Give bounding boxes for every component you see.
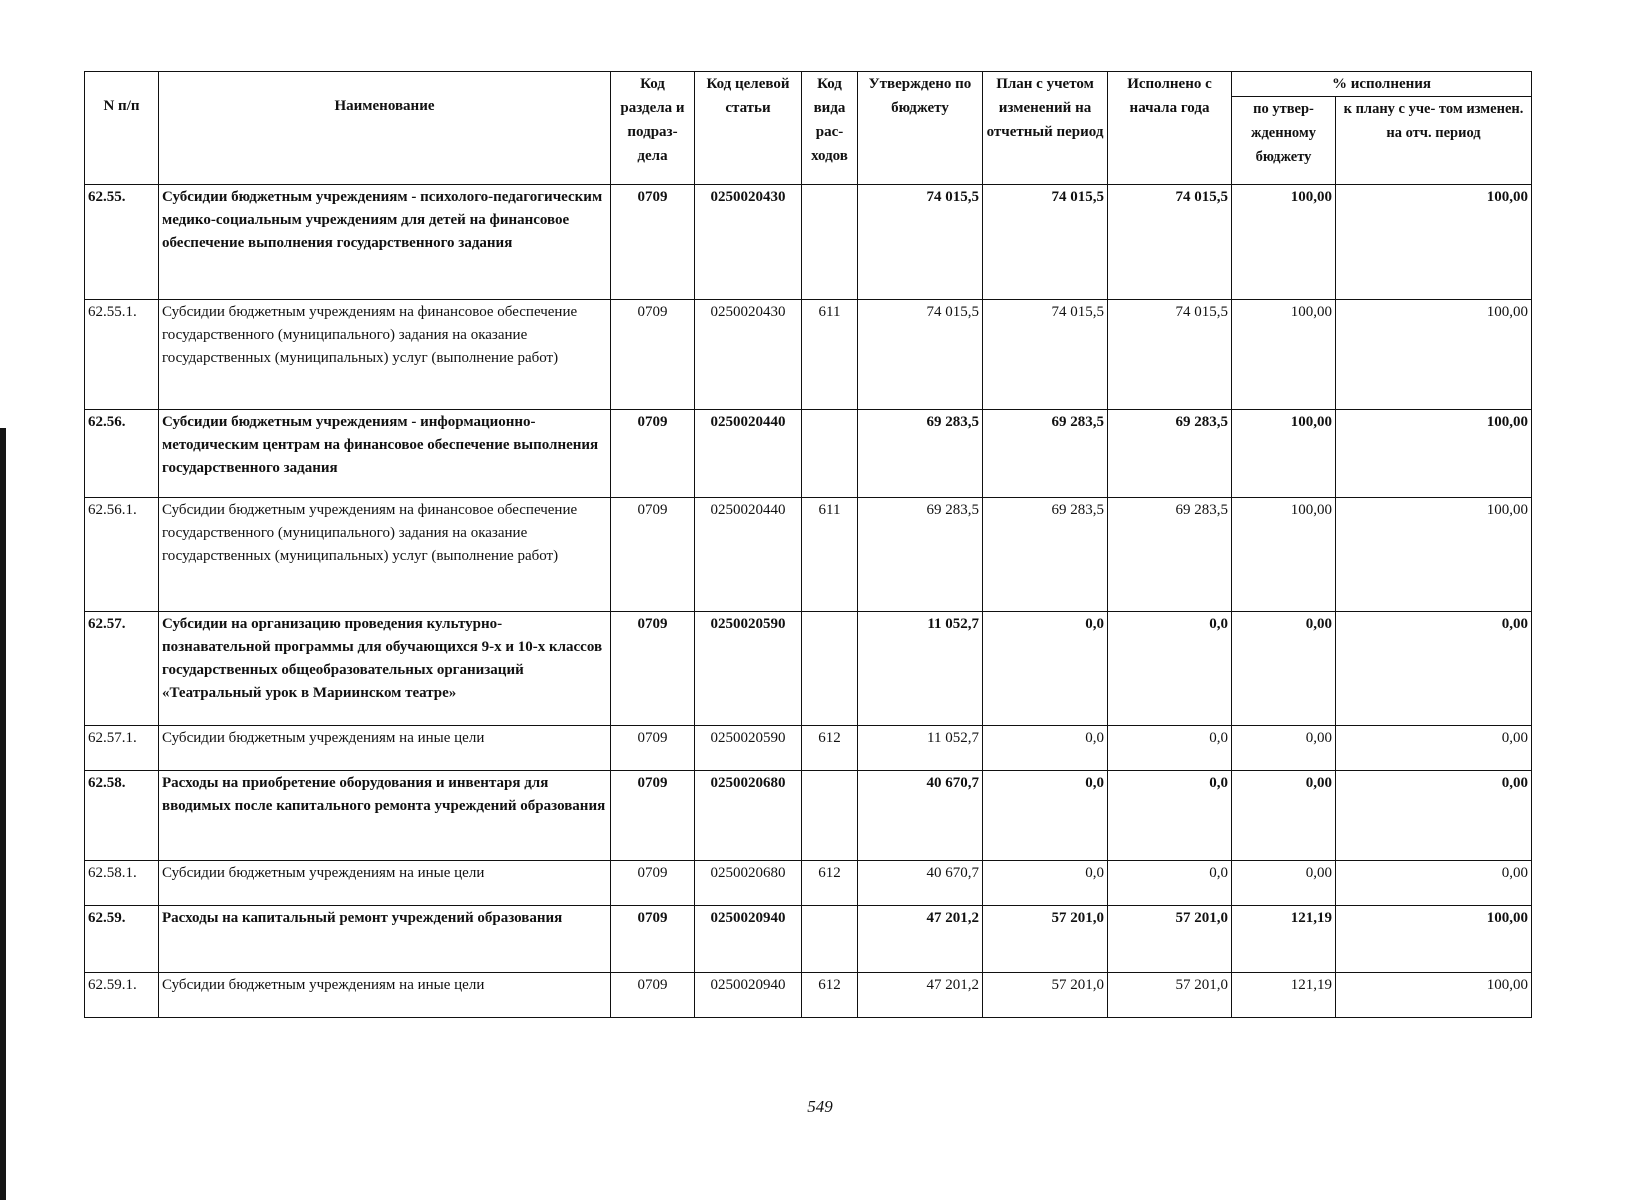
row-plan: 0,0 <box>983 771 1108 861</box>
row-section-code: 0709 <box>611 498 695 612</box>
row-name: Субсидии бюджетным учреждениям на иные цели <box>159 726 611 771</box>
row-name: Субсидии бюджетным учреждениям - информационно-методическим центрам на финансовое обеспечение выполнения государственного задания <box>159 410 611 498</box>
row-target-code: 0250020430 <box>695 300 802 410</box>
row-approved: 74 015,5 <box>858 300 983 410</box>
row-approved: 69 283,5 <box>858 498 983 612</box>
header-name: Наименование <box>159 72 611 185</box>
row-target-code: 0250020940 <box>695 906 802 973</box>
row-executed: 0,0 <box>1108 726 1232 771</box>
row-pct-approved: 100,00 <box>1232 185 1336 300</box>
row-pct-approved: 121,19 <box>1232 973 1336 1018</box>
row-name: Субсидии бюджетным учреждениям на иные цели <box>159 861 611 906</box>
header-plan: План с учетом изменений на отчетный период <box>983 72 1108 185</box>
row-section-code: 0709 <box>611 861 695 906</box>
row-target-code: 0250020440 <box>695 498 802 612</box>
row-executed: 74 015,5 <box>1108 185 1232 300</box>
table-row <box>85 185 1532 300</box>
table-row <box>85 498 1532 612</box>
row-number: 62.57.1. <box>85 726 159 771</box>
row-pct-plan: 0,00 <box>1336 771 1532 861</box>
row-pct-plan: 0,00 <box>1336 726 1532 771</box>
row-section-code: 0709 <box>611 300 695 410</box>
row-expense-type: 612 <box>802 973 858 1018</box>
row-target-code: 0250020940 <box>695 973 802 1018</box>
row-number: 62.59.1. <box>85 973 159 1018</box>
header-expense-type: Код вида рас- ходов <box>802 72 858 185</box>
row-number: 62.55. <box>85 185 159 300</box>
row-pct-approved: 0,00 <box>1232 726 1336 771</box>
row-plan: 0,0 <box>983 612 1108 726</box>
row-expense-type: 611 <box>802 498 858 612</box>
row-executed: 69 283,5 <box>1108 410 1232 498</box>
row-pct-approved: 100,00 <box>1232 300 1336 410</box>
header-executed: Исполнено с начала года <box>1108 72 1232 185</box>
row-expense-type <box>802 185 858 300</box>
header-percent-group: % исполнения <box>1232 72 1532 97</box>
row-pct-approved: 121,19 <box>1232 906 1336 973</box>
row-number: 62.56.1. <box>85 498 159 612</box>
row-plan: 74 015,5 <box>983 185 1108 300</box>
row-expense-type: 612 <box>802 726 858 771</box>
row-plan: 69 283,5 <box>983 410 1108 498</box>
row-section-code: 0709 <box>611 906 695 973</box>
row-approved: 11 052,7 <box>858 612 983 726</box>
header-section-code: Код раздела и подраз- дела <box>611 72 695 185</box>
row-plan: 0,0 <box>983 861 1108 906</box>
row-executed: 74 015,5 <box>1108 300 1232 410</box>
row-target-code: 0250020590 <box>695 726 802 771</box>
table-row <box>85 861 1532 906</box>
row-expense-type <box>802 906 858 973</box>
row-number: 62.55.1. <box>85 300 159 410</box>
row-number: 62.57. <box>85 612 159 726</box>
row-target-code: 0250020590 <box>695 612 802 726</box>
row-executed: 0,0 <box>1108 612 1232 726</box>
row-pct-approved: 100,00 <box>1232 410 1336 498</box>
page-number: 549 <box>807 1097 833 1116</box>
row-target-code: 0250020680 <box>695 771 802 861</box>
row-name: Субсидии бюджетным учреждениям на финансовое обеспечение государственного (муниципального) задания на оказание государственных (муниципальных) услуг (выполнение работ) <box>159 300 611 410</box>
row-pct-plan: 100,00 <box>1336 498 1532 612</box>
row-number: 62.58.1. <box>85 861 159 906</box>
row-name: Субсидии бюджетным учреждениям - психолого-педагогическим медико-социальным учреждениям для детей на финансовое обеспечение выполнения государственного задания <box>159 185 611 300</box>
table-row <box>85 973 1532 1018</box>
row-expense-type: 611 <box>802 300 858 410</box>
row-executed: 69 283,5 <box>1108 498 1232 612</box>
row-section-code: 0709 <box>611 410 695 498</box>
row-pct-plan: 100,00 <box>1336 410 1532 498</box>
row-pct-plan: 100,00 <box>1336 300 1532 410</box>
row-pct-approved: 0,00 <box>1232 861 1336 906</box>
row-target-code: 0250020440 <box>695 410 802 498</box>
scan-left-edge <box>0 428 6 1200</box>
row-approved: 47 201,2 <box>858 906 983 973</box>
header-row <box>85 72 1532 97</box>
row-name: Субсидии бюджетным учреждениям на иные цели <box>159 973 611 1018</box>
row-approved: 11 052,7 <box>858 726 983 771</box>
row-pct-approved: 0,00 <box>1232 612 1336 726</box>
header-pct-approved: по утвер- жденному бюджету <box>1232 97 1336 185</box>
row-plan: 57 201,0 <box>983 973 1108 1018</box>
row-plan: 57 201,0 <box>983 906 1108 973</box>
budget-execution-table <box>84 71 1532 1018</box>
row-executed: 0,0 <box>1108 861 1232 906</box>
row-name: Субсидии на организацию проведения культурно-познавательной программы для обучающихся 9-х и 10-х классов государственных общеобразовательных организаций «Театральный урок в Мариинском театре» <box>159 612 611 726</box>
row-section-code: 0709 <box>611 973 695 1018</box>
row-plan: 74 015,5 <box>983 300 1108 410</box>
row-number: 62.59. <box>85 906 159 973</box>
table-row <box>85 771 1532 861</box>
row-pct-approved: 100,00 <box>1232 498 1336 612</box>
row-pct-plan: 0,00 <box>1336 861 1532 906</box>
row-name: Расходы на капитальный ремонт учреждений образования <box>159 906 611 973</box>
row-executed: 0,0 <box>1108 771 1232 861</box>
row-section-code: 0709 <box>611 771 695 861</box>
row-plan: 69 283,5 <box>983 498 1108 612</box>
row-name: Субсидии бюджетным учреждениям на финансовое обеспечение государственного (муниципального) задания на оказание государственных (муниципальных) услуг (выполнение работ) <box>159 498 611 612</box>
row-section-code: 0709 <box>611 612 695 726</box>
row-number: 62.58. <box>85 771 159 861</box>
table-row <box>85 612 1532 726</box>
row-target-code: 0250020430 <box>695 185 802 300</box>
row-executed: 57 201,0 <box>1108 906 1232 973</box>
row-pct-plan: 0,00 <box>1336 612 1532 726</box>
row-expense-type <box>802 410 858 498</box>
row-target-code: 0250020680 <box>695 861 802 906</box>
table-row <box>85 300 1532 410</box>
table-row <box>85 410 1532 498</box>
row-approved: 40 670,7 <box>858 771 983 861</box>
row-expense-type <box>802 771 858 861</box>
row-approved: 74 015,5 <box>858 185 983 300</box>
row-section-code: 0709 <box>611 726 695 771</box>
row-expense-type <box>802 612 858 726</box>
header-target-code: Код целевой статьи <box>695 72 802 185</box>
row-pct-plan: 100,00 <box>1336 906 1532 973</box>
table-row <box>85 906 1532 973</box>
row-approved: 47 201,2 <box>858 973 983 1018</box>
row-name: Расходы на приобретение оборудования и инвентаря для вводимых после капитального ремонта учреждений образования <box>159 771 611 861</box>
row-pct-approved: 0,00 <box>1232 771 1336 861</box>
row-approved: 40 670,7 <box>858 861 983 906</box>
row-plan: 0,0 <box>983 726 1108 771</box>
row-pct-plan: 100,00 <box>1336 185 1532 300</box>
row-pct-plan: 100,00 <box>1336 973 1532 1018</box>
table-row <box>85 726 1532 771</box>
row-section-code: 0709 <box>611 185 695 300</box>
row-executed: 57 201,0 <box>1108 973 1232 1018</box>
row-approved: 69 283,5 <box>858 410 983 498</box>
row-number: 62.56. <box>85 410 159 498</box>
header-pct-plan: к плану с уче- том изменен. на отч. период <box>1336 97 1532 185</box>
header-approved: Утверждено по бюджету <box>858 72 983 185</box>
header-num: N п/п <box>85 72 159 185</box>
row-expense-type: 612 <box>802 861 858 906</box>
